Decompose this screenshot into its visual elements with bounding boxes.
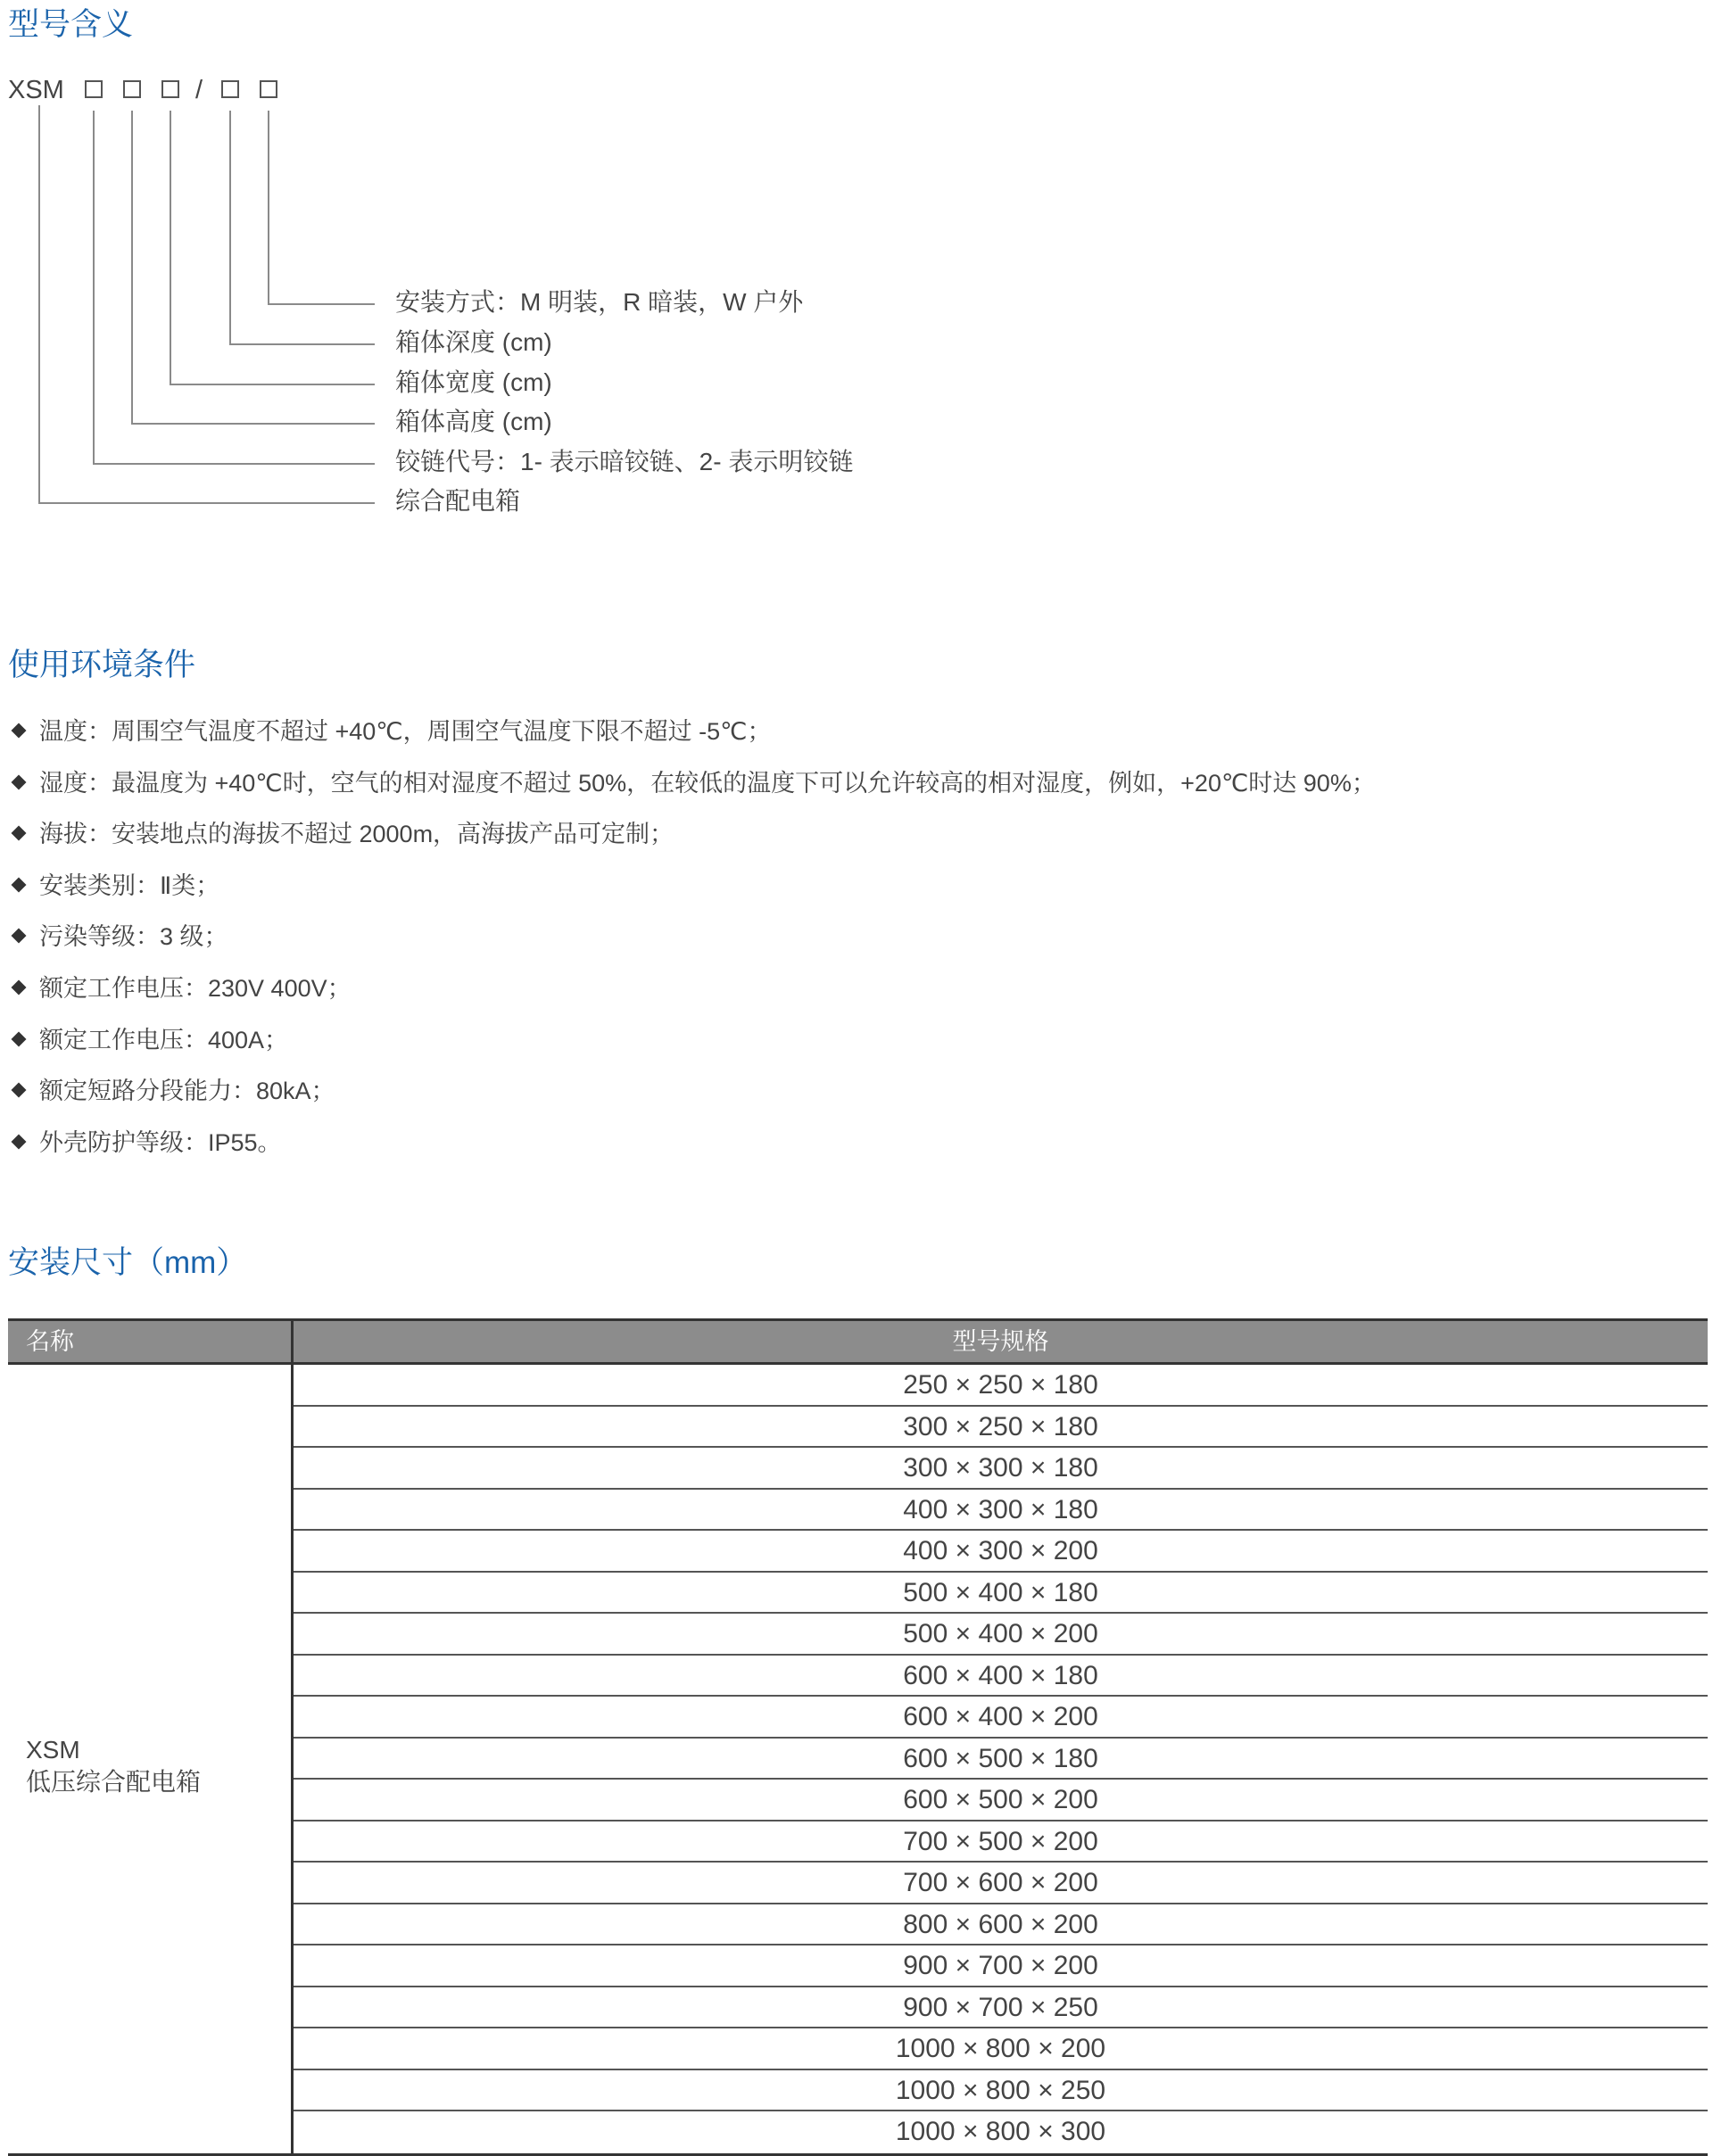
connector-line-hinge [94, 111, 375, 464]
model-code-prefix: XSM [8, 76, 64, 104]
table-row: 400 × 300 × 180 [294, 1490, 1708, 1532]
diamond-bullet-icon [12, 774, 27, 789]
diamond-bullet-icon [12, 1031, 27, 1046]
legend-hinge-code: 铰链代号：1- 表示暗铰链、2- 表示明铰链 [395, 448, 854, 475]
table-body [8, 1365, 1708, 2153]
connector-line-height [132, 111, 375, 424]
code-slot-install [260, 80, 277, 98]
connector-line-install [269, 111, 375, 304]
diamond-bullet-icon [12, 929, 27, 944]
header-spec: 型号规格 [952, 1328, 1049, 1355]
diamond-bullet-icon [12, 979, 27, 995]
table-row: 300 × 250 × 180 [294, 1407, 1708, 1449]
table-row: 700 × 600 × 200 [294, 1863, 1708, 1904]
code-slot-width [161, 80, 179, 98]
code-slot-height [123, 80, 141, 98]
code-slot-hinge [85, 80, 103, 98]
legend-box-height: 箱体高度 (cm) [395, 408, 552, 435]
table-row: 1000 × 800 × 300 [895, 2117, 1106, 2146]
table-row: 900 × 700 × 250 [294, 1987, 1708, 2029]
table-row: 600 × 400 × 200 [294, 1697, 1708, 1739]
list-item: 温度：周围空气温度不超过 +40℃，周围空气温度下限不超过 -5℃； [11, 714, 1376, 765]
product-name-line2: 低压综合配电箱 [26, 1768, 202, 1796]
environment-heading: 使用环境条件 [8, 648, 196, 682]
table-row: 300 × 300 × 180 [294, 1448, 1708, 1490]
table-row: 700 × 500 × 200 [294, 1821, 1708, 1863]
diamond-bullet-icon [12, 826, 27, 841]
list-item: 湿度：最温度为 +40℃时，空气的相对湿度不超过 50%，在较低的温度下可以允许较高的相对湿度，例如，+20℃时达 90%； [11, 765, 1376, 817]
table-row: 500 × 400 × 180 [294, 1573, 1708, 1615]
list-item: 安装类别：Ⅱ类； [11, 868, 1376, 920]
table-row: 500 × 400 × 200 [294, 1614, 1708, 1656]
diamond-bullet-icon [12, 723, 27, 739]
dimensions-table [8, 1318, 1708, 2156]
name-cell [8, 1365, 294, 2153]
list-item: 海拔：安装地点的海拔不超过 2000m，高海拔产品可定制； [11, 816, 1376, 868]
table-row: 600 × 500 × 180 [294, 1739, 1708, 1780]
product-name-line1: XSM [26, 1736, 80, 1764]
legend-combined-box: 综合配电箱 [395, 487, 521, 515]
connector-line-depth [230, 111, 375, 344]
spec-rows [294, 1365, 1708, 2153]
diamond-bullet-icon [12, 1134, 27, 1149]
model-code [8, 74, 203, 106]
table-row: 600 × 500 × 200 [294, 1780, 1708, 1821]
list-item: 污染等级：3 级； [11, 919, 1376, 971]
table-row: 250 × 250 × 180 [294, 1365, 1708, 1407]
table-row: 1000 × 800 × 200 [294, 2028, 1708, 2070]
dimensions-heading: 安装尺寸（mm） [8, 1245, 248, 1280]
table-row: 900 × 700 × 200 [294, 1945, 1708, 1987]
model-meaning-heading: 型号含义 [8, 7, 134, 42]
list-item: 额定工作电压：230V 400V； [11, 971, 1376, 1022]
product-name [26, 1734, 201, 1798]
list-item: 额定工作电压：400A； [11, 1022, 1376, 1074]
table-header [8, 1321, 1708, 1365]
table-row: 600 × 400 × 180 [294, 1656, 1708, 1698]
legend-box-width: 箱体宽度 (cm) [395, 368, 552, 396]
table-row: 400 × 300 × 200 [294, 1531, 1708, 1573]
table-row: 800 × 600 × 200 [294, 1904, 1708, 1946]
model-code-slash: / [195, 76, 203, 104]
list-item: 额定短路分段能力：80kA； [11, 1073, 1376, 1125]
legend-install-method: 安装方式：M 明装，R 暗装，W 户外 [395, 288, 804, 316]
table-row: 1000 × 800 × 250 [294, 2070, 1708, 2112]
header-name: 名称 [26, 1328, 74, 1355]
diamond-bullet-icon [12, 1083, 27, 1098]
diamond-bullet-icon [12, 877, 27, 892]
connector-line-width [170, 111, 375, 384]
list-item: 外壳防护等级：IP55。 [11, 1125, 1376, 1177]
legend-box-depth: 箱体深度 (cm) [395, 328, 552, 356]
code-slot-depth [221, 80, 239, 98]
environment-list [11, 714, 1376, 1176]
